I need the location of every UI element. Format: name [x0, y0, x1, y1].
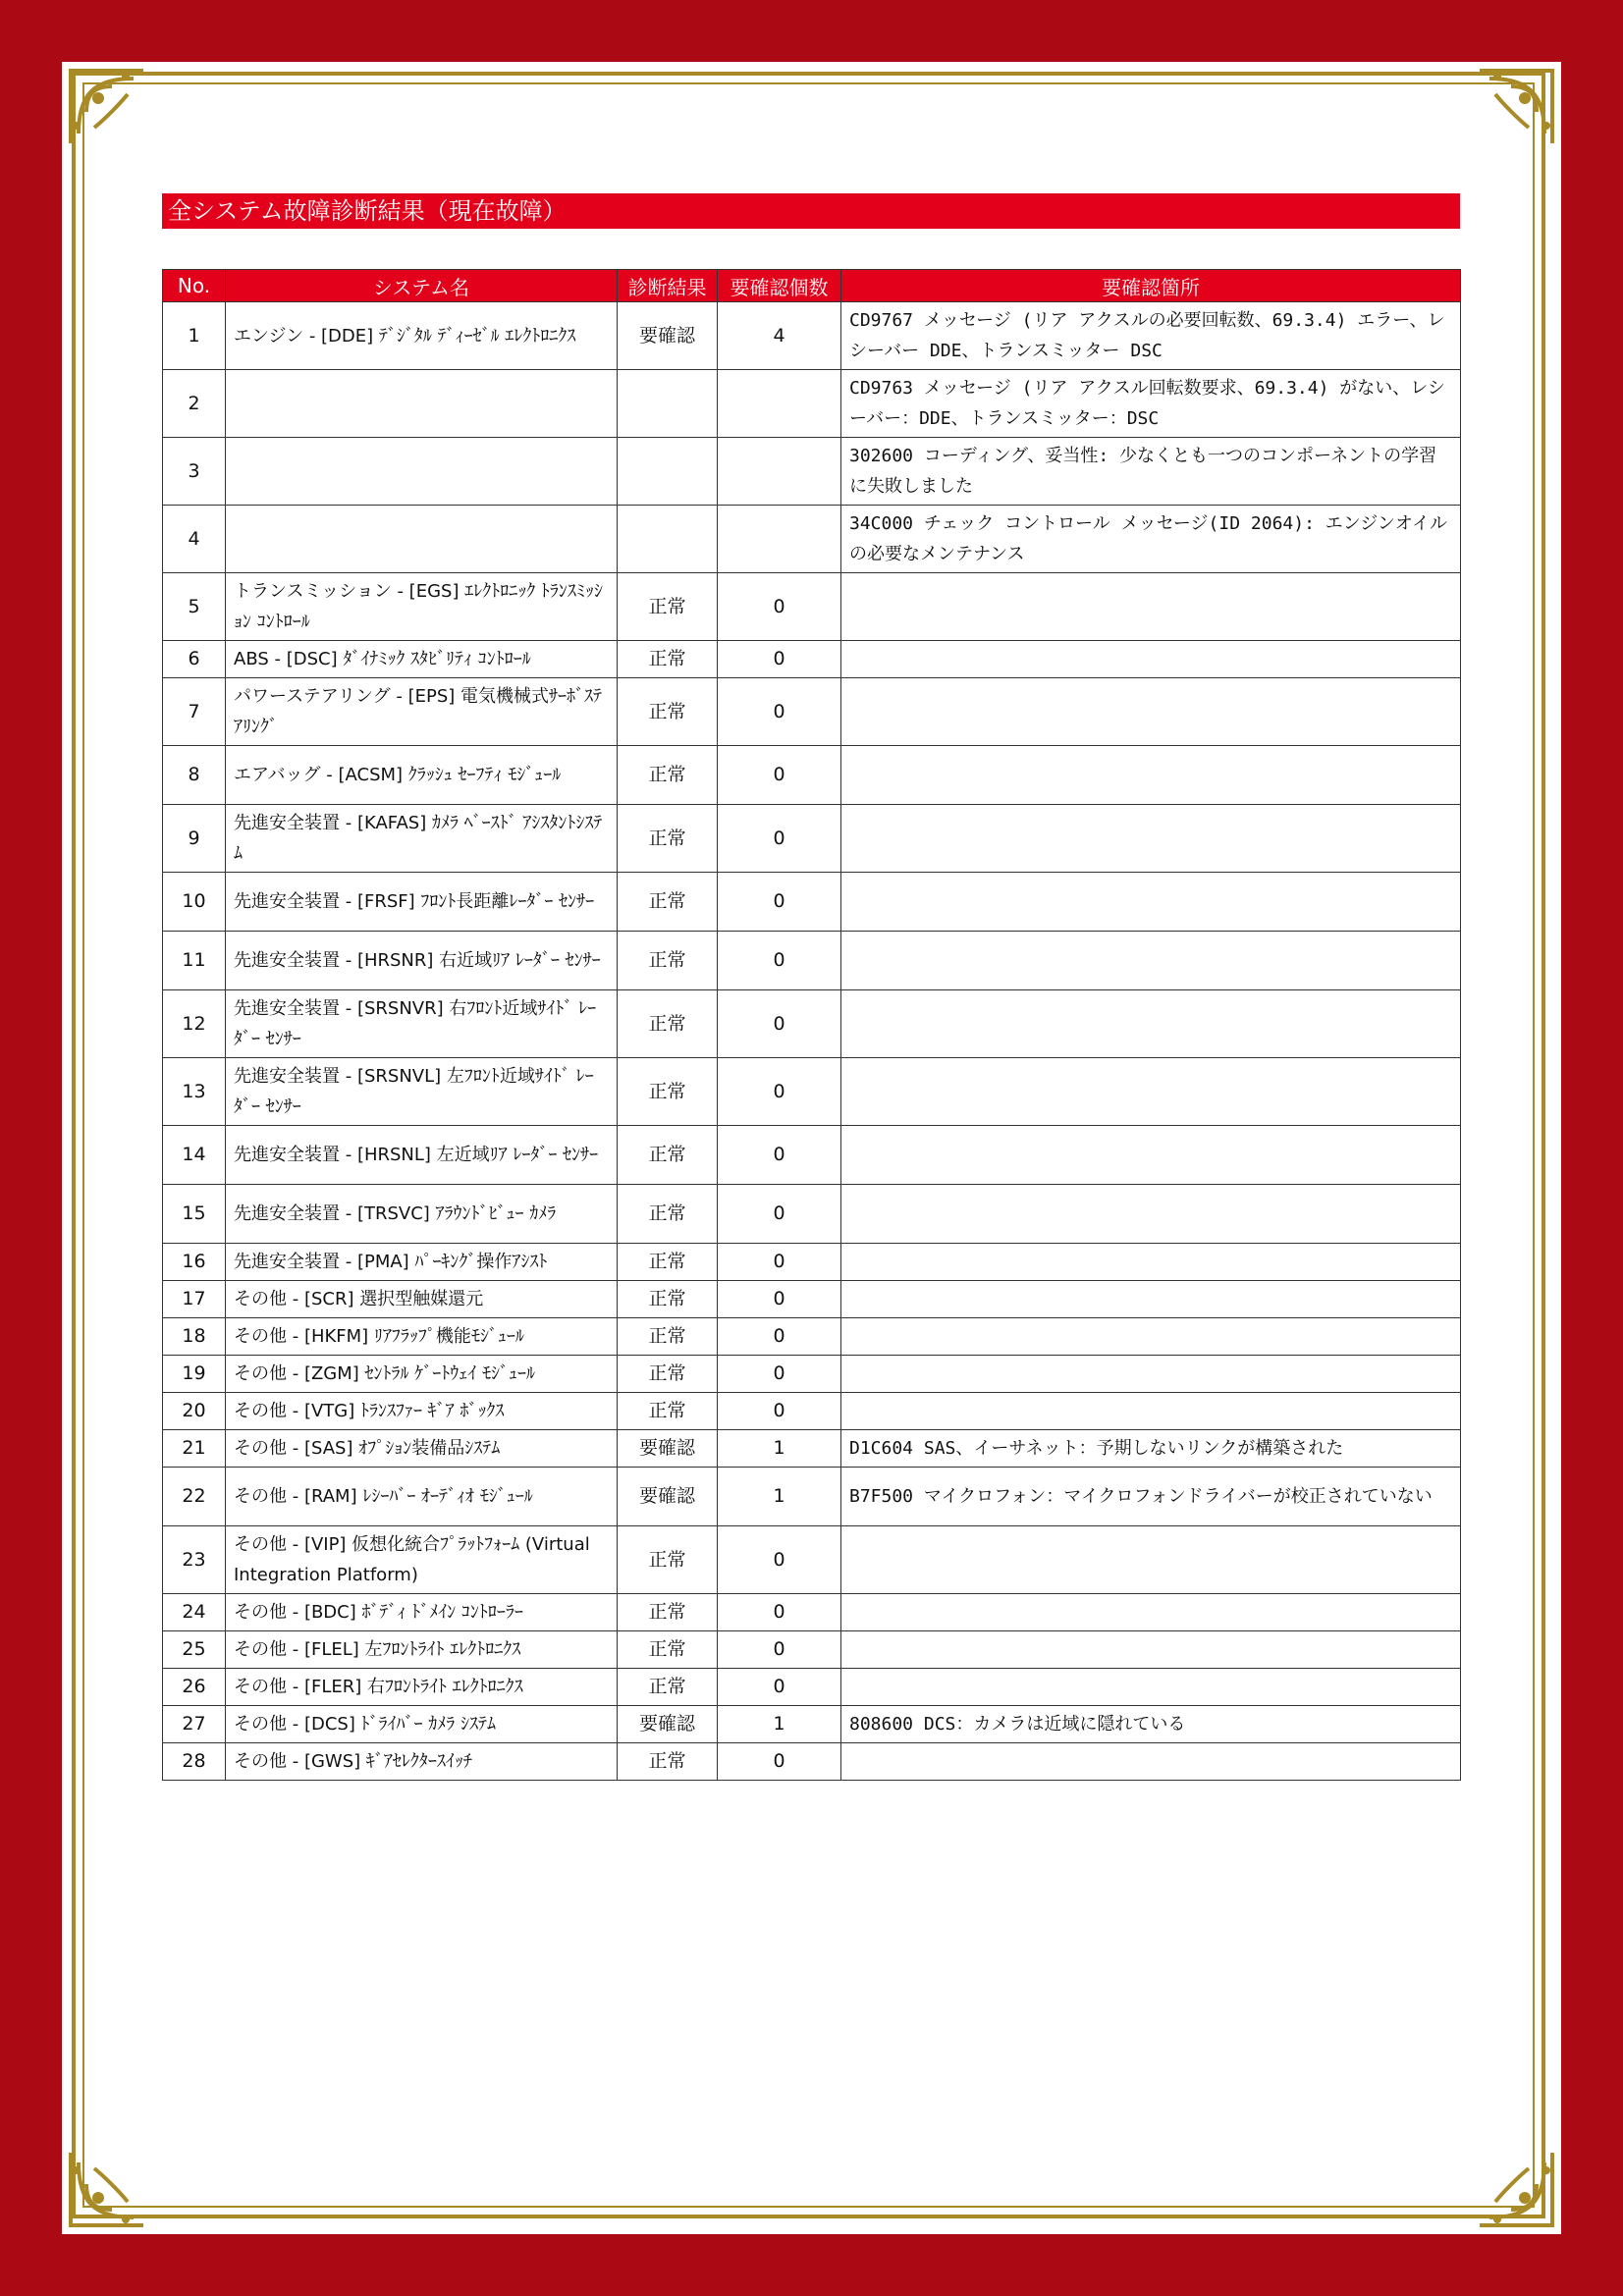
- location-cell: [841, 1318, 1461, 1356]
- location-cell: [841, 1669, 1461, 1706]
- count-cell: 0: [718, 1669, 841, 1706]
- row-number: 2: [163, 370, 226, 438]
- count-cell: 0: [718, 1356, 841, 1393]
- count-cell: 4: [718, 302, 841, 370]
- table-row: [163, 1244, 1461, 1281]
- system-name-cell: その他 - [RAM] ﾚｼｰﾊﾞｰ ｵｰﾃﾞｨｵ ﾓｼﾞｭｰﾙ: [226, 1468, 618, 1526]
- table-row: [163, 573, 1461, 641]
- location-cell: [841, 1058, 1461, 1126]
- system-name-cell: [226, 506, 618, 573]
- result-cell: 正常: [618, 932, 718, 990]
- table-row: [163, 1706, 1461, 1743]
- count-cell: 0: [718, 1743, 841, 1781]
- location-cell: 302600 コーディング、妥当性: 少なくとも一つのコンポーネントの学習に失敗しました: [841, 438, 1461, 506]
- location-cell: 34C000 チェック コントロール メッセージ(ID 2064): エンジンオイルの必要なメンテナンス: [841, 506, 1461, 573]
- row-number: 26: [163, 1669, 226, 1706]
- table-row: [163, 1185, 1461, 1244]
- row-number: 12: [163, 990, 226, 1058]
- row-number: 18: [163, 1318, 226, 1356]
- count-cell: 0: [718, 1185, 841, 1244]
- count-cell: 0: [718, 1393, 841, 1430]
- result-cell: 正常: [618, 573, 718, 641]
- system-name-cell: 先進安全装置 - [TRSVC] ｱﾗｳﾝﾄﾞﾋﾞｭｰ ｶﾒﾗ: [226, 1185, 618, 1244]
- location-cell: CD9763 メッセージ (リア アクスル回転数要求、69.3.4) がない、レシーバー：DDE、トランスミッター：DSC: [841, 370, 1461, 438]
- corner-ornament-icon: [65, 2147, 149, 2231]
- corner-ornament-icon: [65, 65, 149, 149]
- row-number: 14: [163, 1126, 226, 1185]
- location-cell: [841, 1631, 1461, 1669]
- location-cell: [841, 1356, 1461, 1393]
- result-cell: 正常: [618, 990, 718, 1058]
- result-cell: 正常: [618, 1594, 718, 1631]
- row-number: 3: [163, 438, 226, 506]
- table-row: [163, 1430, 1461, 1468]
- location-cell: [841, 990, 1461, 1058]
- result-cell: 正常: [618, 1318, 718, 1356]
- location-cell: [841, 678, 1461, 746]
- count-cell: 0: [718, 678, 841, 746]
- count-cell: 0: [718, 1594, 841, 1631]
- result-cell: 正常: [618, 1743, 718, 1781]
- location-cell: [841, 1526, 1461, 1594]
- location-cell: [841, 805, 1461, 873]
- system-name-cell: その他 - [ZGM] ｾﾝﾄﾗﾙ ｹﾞｰﾄｳｪｲ ﾓｼﾞｭｰﾙ: [226, 1356, 618, 1393]
- result-cell: 正常: [618, 678, 718, 746]
- count-cell: 0: [718, 805, 841, 873]
- system-name-cell: エンジン - [DDE] ﾃﾞｼﾞﾀﾙ ﾃﾞｨｰｾﾞﾙ ｴﾚｸﾄﾛﾆｸｽ: [226, 302, 618, 370]
- count-cell: [718, 438, 841, 506]
- system-name-cell: エアバッグ - [ACSM] ｸﾗｯｼｭ ｾｰﾌﾃｨ ﾓｼﾞｭｰﾙ: [226, 746, 618, 805]
- report-title: 全システム故障診断結果（現在故障）: [162, 193, 1460, 229]
- location-cell: D1C604 SAS、イーサネット：予期しないリンクが構築された: [841, 1430, 1461, 1468]
- row-number: 16: [163, 1244, 226, 1281]
- system-name-cell: 先進安全装置 - [KAFAS] ｶﾒﾗ ﾍﾞｰｽﾄﾞ ｱｼｽﾀﾝﾄｼｽﾃﾑ: [226, 805, 618, 873]
- table-row: [163, 1058, 1461, 1126]
- table-row: [163, 1631, 1461, 1669]
- location-cell: [841, 1594, 1461, 1631]
- count-cell: 1: [718, 1468, 841, 1526]
- system-name-cell: トランスミッション - [EGS] ｴﾚｸﾄﾛﾆｯｸ ﾄﾗﾝｽﾐｯｼｮﾝ ｺﾝﾄﾛｰﾙ: [226, 573, 618, 641]
- location-cell: 808600 DCS：カメラは近域に隠れている: [841, 1706, 1461, 1743]
- row-number: 1: [163, 302, 226, 370]
- result-cell: [618, 370, 718, 438]
- table-header-row: [163, 270, 1461, 302]
- result-cell: 正常: [618, 746, 718, 805]
- result-cell: 要確認: [618, 1468, 718, 1526]
- count-cell: 0: [718, 641, 841, 678]
- result-cell: 正常: [618, 1244, 718, 1281]
- table-row: [163, 1393, 1461, 1430]
- count-cell: [718, 370, 841, 438]
- result-cell: 正常: [618, 1631, 718, 1669]
- system-name-cell: 先進安全装置 - [HRSNL] 左近域ﾘｱ ﾚｰﾀﾞｰ ｾﾝｻｰ: [226, 1126, 618, 1185]
- table-row: [163, 1468, 1461, 1526]
- result-cell: 正常: [618, 805, 718, 873]
- row-number: 22: [163, 1468, 226, 1526]
- count-cell: 0: [718, 746, 841, 805]
- system-name-cell: パワーステアリング - [EPS] 電気機械式ｻｰﾎﾞｽﾃｱﾘﾝｸﾞ: [226, 678, 618, 746]
- table-row: [163, 805, 1461, 873]
- result-cell: 正常: [618, 1126, 718, 1185]
- system-name-cell: その他 - [FLER] 右ﾌﾛﾝﾄﾗｲﾄ ｴﾚｸﾄﾛﾆｸｽ: [226, 1669, 618, 1706]
- row-number: 7: [163, 678, 226, 746]
- count-cell: 0: [718, 1126, 841, 1185]
- table-row: [163, 1318, 1461, 1356]
- location-cell: [841, 1244, 1461, 1281]
- location-cell: [841, 641, 1461, 678]
- corner-ornament-icon: [1474, 2147, 1558, 2231]
- row-number: 13: [163, 1058, 226, 1126]
- table-row: [163, 370, 1461, 438]
- table-row: [163, 1743, 1461, 1781]
- table-row: [163, 1669, 1461, 1706]
- result-cell: 正常: [618, 1526, 718, 1594]
- row-number: 5: [163, 573, 226, 641]
- result-cell: 正常: [618, 641, 718, 678]
- corner-ornament-icon: [1474, 65, 1558, 149]
- system-name-cell: その他 - [DCS] ﾄﾞﾗｲﾊﾞｰ ｶﾒﾗ ｼｽﾃﾑ: [226, 1706, 618, 1743]
- table-row: [163, 302, 1461, 370]
- count-cell: 0: [718, 1281, 841, 1318]
- count-cell: [718, 506, 841, 573]
- system-name-cell: 先進安全装置 - [SRSNVL] 左ﾌﾛﾝﾄ近域ｻｲﾄﾞ ﾚｰﾀﾞｰ ｾﾝｻｰ: [226, 1058, 618, 1126]
- row-number: 21: [163, 1430, 226, 1468]
- location-cell: [841, 1743, 1461, 1781]
- table-row: [163, 1526, 1461, 1594]
- header-result: 診断結果: [618, 270, 718, 302]
- table-row: [163, 506, 1461, 573]
- table-row: [163, 990, 1461, 1058]
- table-row: [163, 1356, 1461, 1393]
- count-cell: 0: [718, 1058, 841, 1126]
- count-cell: 1: [718, 1430, 841, 1468]
- diagnosis-table: [162, 269, 1461, 1781]
- count-cell: 1: [718, 1706, 841, 1743]
- system-name-cell: [226, 438, 618, 506]
- system-name-cell: 先進安全装置 - [FRSF] ﾌﾛﾝﾄ長距離ﾚｰﾀﾞｰ ｾﾝｻｰ: [226, 873, 618, 932]
- system-name-cell: その他 - [FLEL] 左ﾌﾛﾝﾄﾗｲﾄ ｴﾚｸﾄﾛﾆｸｽ: [226, 1631, 618, 1669]
- location-cell: [841, 1281, 1461, 1318]
- count-cell: 0: [718, 1244, 841, 1281]
- system-name-cell: [226, 370, 618, 438]
- table-row: [163, 1126, 1461, 1185]
- result-cell: 正常: [618, 873, 718, 932]
- system-name-cell: 先進安全装置 - [SRSNVR] 右ﾌﾛﾝﾄ近域ｻｲﾄﾞ ﾚｰﾀﾞｰ ｾﾝｻｰ: [226, 990, 618, 1058]
- result-cell: 正常: [618, 1281, 718, 1318]
- result-cell: [618, 438, 718, 506]
- result-cell: 要確認: [618, 1706, 718, 1743]
- table-row: [163, 932, 1461, 990]
- location-cell: [841, 746, 1461, 805]
- table-row: [163, 1281, 1461, 1318]
- row-number: 24: [163, 1594, 226, 1631]
- table-row: [163, 438, 1461, 506]
- count-cell: 0: [718, 932, 841, 990]
- result-cell: 要確認: [618, 1430, 718, 1468]
- location-cell: [841, 1393, 1461, 1430]
- header-count: 要確認個数: [718, 270, 841, 302]
- count-cell: 0: [718, 573, 841, 641]
- system-name-cell: その他 - [SAS] ｵﾌﾟｼｮﾝ装備品ｼｽﾃﾑ: [226, 1430, 618, 1468]
- system-name-cell: その他 - [VIP] 仮想化統合ﾌﾟﾗｯﾄﾌｫｰﾑ (Virtual Integration Platform): [226, 1526, 618, 1594]
- row-number: 4: [163, 506, 226, 573]
- location-cell: [841, 573, 1461, 641]
- location-cell: [841, 873, 1461, 932]
- location-cell: B7F500 マイクロフォン：マイクロフォンドライバーが校正されていない: [841, 1468, 1461, 1526]
- row-number: 23: [163, 1526, 226, 1594]
- table-row: [163, 678, 1461, 746]
- count-cell: 0: [718, 873, 841, 932]
- system-name-cell: その他 - [SCR] 選択型触媒還元: [226, 1281, 618, 1318]
- system-name-cell: その他 - [HKFM] ﾘｱﾌﾗｯﾌﾟ機能ﾓｼﾞｭｰﾙ: [226, 1318, 618, 1356]
- table-row: [163, 641, 1461, 678]
- count-cell: 0: [718, 990, 841, 1058]
- location-cell: [841, 1185, 1461, 1244]
- table-row: [163, 873, 1461, 932]
- location-cell: [841, 1126, 1461, 1185]
- location-cell: CD9767 メッセージ (リア アクスルの必要回転数、69.3.4) エラー、レシーバー DDE、トランスミッター DSC: [841, 302, 1461, 370]
- system-name-cell: その他 - [VTG] ﾄﾗﾝｽﾌｧｰ ｷﾞｱ ﾎﾞｯｸｽ: [226, 1393, 618, 1430]
- result-cell: 正常: [618, 1669, 718, 1706]
- row-number: 19: [163, 1356, 226, 1393]
- result-cell: 正常: [618, 1058, 718, 1126]
- result-cell: 要確認: [618, 302, 718, 370]
- table-row: [163, 746, 1461, 805]
- count-cell: 0: [718, 1631, 841, 1669]
- row-number: 9: [163, 805, 226, 873]
- count-cell: 0: [718, 1318, 841, 1356]
- table-row: [163, 1594, 1461, 1631]
- system-name-cell: その他 - [BDC] ﾎﾞﾃﾞｨ ﾄﾞﾒｲﾝ ｺﾝﾄﾛｰﾗｰ: [226, 1594, 618, 1631]
- count-cell: 0: [718, 1526, 841, 1594]
- system-name-cell: 先進安全装置 - [PMA] ﾊﾟｰｷﾝｸﾞ操作ｱｼｽﾄ: [226, 1244, 618, 1281]
- header-location: 要確認箇所: [841, 270, 1461, 302]
- system-name-cell: ABS - [DSC] ﾀﾞｲﾅﾐｯｸ ｽﾀﾋﾞﾘﾃｨ ｺﾝﾄﾛｰﾙ: [226, 641, 618, 678]
- row-number: 20: [163, 1393, 226, 1430]
- system-name-cell: その他 - [GWS] ｷﾞｱｾﾚｸﾀｰｽｲｯﾁ: [226, 1743, 618, 1781]
- row-number: 15: [163, 1185, 226, 1244]
- header-no: No.: [163, 270, 226, 302]
- header-system-name: システム名: [226, 270, 618, 302]
- row-number: 10: [163, 873, 226, 932]
- row-number: 8: [163, 746, 226, 805]
- row-number: 27: [163, 1706, 226, 1743]
- result-cell: [618, 506, 718, 573]
- row-number: 17: [163, 1281, 226, 1318]
- row-number: 28: [163, 1743, 226, 1781]
- result-cell: 正常: [618, 1393, 718, 1430]
- row-number: 25: [163, 1631, 226, 1669]
- result-cell: 正常: [618, 1356, 718, 1393]
- system-name-cell: 先進安全装置 - [HRSNR] 右近域ﾘｱ ﾚｰﾀﾞｰ ｾﾝｻｰ: [226, 932, 618, 990]
- location-cell: [841, 932, 1461, 990]
- result-cell: 正常: [618, 1185, 718, 1244]
- row-number: 11: [163, 932, 226, 990]
- row-number: 6: [163, 641, 226, 678]
